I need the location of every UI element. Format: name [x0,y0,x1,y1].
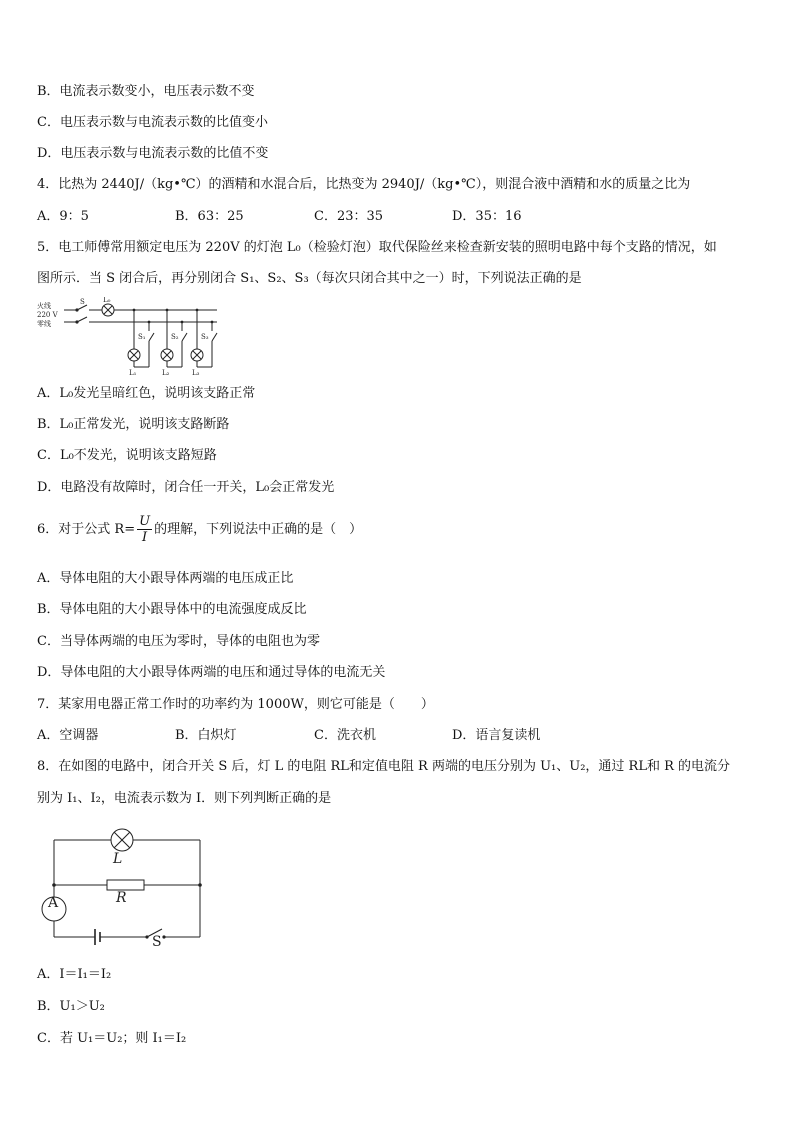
q7-stem: 7．某家用电器正常工作时的功率约为 1000W，则它可能是（ ） [37,697,434,712]
q6-stem-prefix: 6．对于公式 R= [37,522,136,537]
q8-circuit-figure [37,825,212,950]
q6-option-b: B．导体电阻的大小跟导体中的电流强度成反比 [37,602,307,617]
q5-option-c: C．L₀不发光，说明该支路短路 [37,448,217,463]
q5-option-a: A．L₀发光呈暗红色，说明该支路正常 [37,386,256,401]
q5-stem-line1: 5．电工师傅常用额定电压为 220V 的灯泡 L₀（检验灯泡）取代保险丝来检查新安装的照明电路中每个支路的情况，如 [37,240,717,255]
q5-stem-line2: 图所示．当 S 闭合后，再分别闭合 S₁、S₂、S₃（每次只闭合其中之一）时，下列说法正确的是 [37,271,582,286]
q5-fig-switch-s-label: S [80,298,85,306]
q5-fig-s1-label: S₁ [138,333,146,341]
q6-option-d: D．导体电阻的大小跟导体两端的电压和通过导体的电流无关 [37,665,386,680]
q5-fig-l1-label: L₁ [129,369,137,377]
q4-option-b: B．63：25 [175,209,244,224]
q6-formula-numerator: U [139,514,151,529]
q8-option-b: B．U₁＞U₂ [37,999,105,1014]
q5-circuit-figure [37,297,222,377]
q3-option-c: C．电压表示数与电流表示数的比值变小 [37,115,268,130]
q8-stem-line1: 8．在如图的电路中，闭合开关 S 后，灯 L 的电阻 RL和定值电阻 R 两端的电压分别为 U₁、U₂，通过 RL和 R 的电流分 [37,759,731,774]
q8-option-a: A．I＝I₁＝I₂ [37,967,112,982]
q5-fig-voltage-label: 220 V [37,311,58,319]
q7-option-b: B．白炽灯 [175,728,237,743]
q5-fig-neutral-label: 零线 [37,320,51,328]
q6-formula-denominator: I [142,530,148,545]
q4-options [37,208,757,226]
q7-option-d: D．语言复读机 [452,728,541,743]
q4-stem: 4．比热为 2440J/（kg•℃）的酒精和水混合后，比热变为 2940J/（kg•℃），则混合液中酒精和水的质量之比为 [37,177,691,192]
q4-option-d: D．35：16 [452,209,522,224]
q7-option-a: A．空调器 [37,728,99,743]
q7-option-c: C．洗衣机 [314,728,376,743]
q8-fig-ammeter-label: A [48,895,59,911]
q6-stem-suffix: 的理解，下列说法中正确的是（ ） [154,522,363,537]
q8-stem-line2: 别为 I₁、I₂，电流表示数为 I．则下列判断正确的是 [37,791,332,806]
q5-fig-s2-label: S₂ [171,333,179,341]
q5-option-b: B．L₀正常发光，说明该支路断路 [37,417,230,432]
q6-formula-fraction [137,514,152,545]
q5-fig-s3-label: S₃ [201,333,209,341]
q4-option-a: A．9：5 [37,209,89,224]
q8-option-c: C．若 U₁＝U₂；则 I₁＝I₂ [37,1031,187,1046]
q5-fig-l3-label: L₃ [192,369,200,377]
q6-option-c: C．当导体两端的电压为零时，导体的电阻也为零 [37,634,320,649]
q4-option-c: C．23：35 [314,209,384,224]
q8-fig-resistor-label: R [116,890,127,906]
q5-option-d: D．电路没有故障时，闭合任一开关，L₀会正常发光 [37,480,335,495]
q3-option-b: B．电流表示数变小，电压表示数不变 [37,84,255,99]
q5-fig-l0-label: L₀ [103,297,111,304]
q5-fig-l2-label: L₂ [162,369,170,377]
q8-fig-lamp-label: L [113,851,123,867]
q7-options [37,727,757,745]
q8-fig-switch-label: S [152,934,162,950]
q3-option-d: D．电压表示数与电流表示数的比值不变 [37,146,269,161]
q5-fig-live-label: 火线 [37,302,51,310]
q6-stem [37,513,362,547]
q6-option-a: A．导体电阻的大小跟导体两端的电压成正比 [37,571,294,586]
